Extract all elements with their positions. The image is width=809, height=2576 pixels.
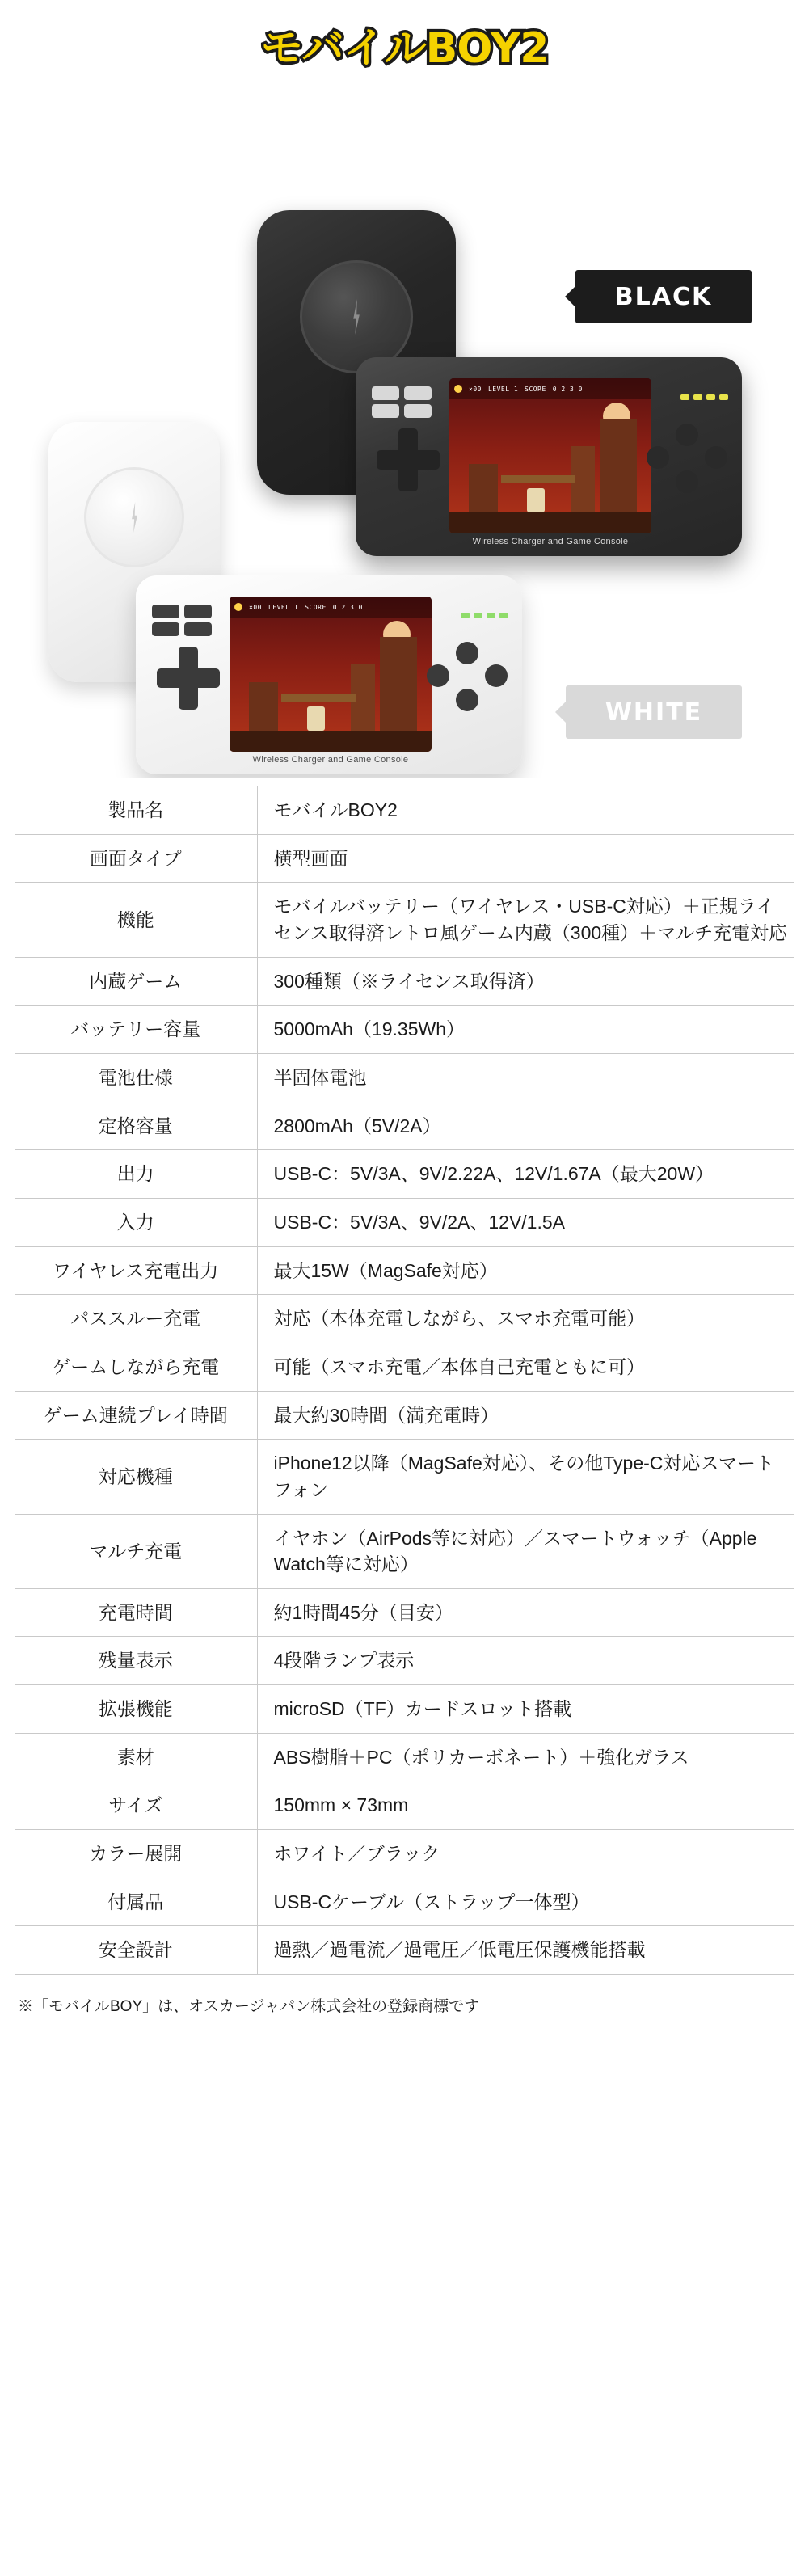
spec-value: 横型画面: [273, 847, 348, 869]
trademark-footnote: ※「モバイルBOY」は、オスカージャパン株式会社の登録商標です: [18, 1998, 480, 2016]
black-action-button-right: [705, 446, 727, 469]
black-console-caption: Wireless Charger and Game Console: [472, 537, 629, 546]
game-scene: [230, 597, 432, 752]
spec-label: 付属品: [15, 1878, 257, 1926]
table-row: [15, 1637, 794, 1685]
spec-value: イヤホン（AirPods等に対応）／スマートウォッチ（Apple Watch等に対応）: [273, 1527, 757, 1575]
scene-tower: [380, 637, 417, 734]
spec-label: 定格容量: [15, 1102, 257, 1150]
hud-score-value: 0 2 3 0: [552, 385, 583, 393]
table-row: [15, 1150, 794, 1199]
hud-level: LEVEL 1: [268, 603, 299, 611]
table-row: [15, 1781, 794, 1830]
spec-value: 4段階ランプ表示: [273, 1650, 415, 1672]
scene-ground: [230, 731, 432, 752]
spec-value: 150mm × 73mm: [273, 1794, 409, 1816]
spec-value: 300種類（※ライセンス取得済）: [273, 970, 545, 992]
spec-value: 約1時間45分（目安）: [273, 1601, 453, 1623]
black-dpad: [377, 428, 440, 491]
spec-label: 素材: [15, 1733, 257, 1781]
white-action-button-up: [456, 642, 478, 664]
table-row: [15, 957, 794, 1006]
logo-banner: [0, 0, 809, 74]
spec-value: iPhone12以降（MagSafe対応）、その他Type-C対応スマートフォン: [273, 1452, 774, 1500]
black-function-key: [404, 404, 432, 418]
white-action-button-down: [456, 689, 478, 711]
white-magsafe-coil-icon: [84, 467, 184, 567]
spec-value: 最大約30時間（満充電時）: [273, 1404, 499, 1426]
product-logo: [260, 24, 549, 73]
scene-platform: [281, 694, 356, 702]
spec-value: モバイルバッテリー（ワイヤレス・USB-C対応）＋正規ライセンス取得済レトロ風ゲーム内蔵（300種）＋マルチ充電対応: [273, 896, 788, 943]
black-function-key: [404, 386, 432, 400]
color-tag-black: BLACK: [575, 270, 752, 323]
spec-label: 対応機種: [15, 1440, 257, 1514]
white-function-key: [184, 605, 212, 618]
game-hud: [230, 597, 432, 618]
spec-label: 入力: [15, 1198, 257, 1246]
spec-label: ワイヤレス充電出力: [15, 1246, 257, 1295]
color-tag-white: WHITE: [566, 685, 742, 739]
coin-icon: [454, 385, 462, 393]
black-console-screen: [449, 378, 651, 533]
specification-table-body: [15, 786, 794, 1975]
table-row: [15, 1588, 794, 1637]
scene-tower: [600, 419, 637, 516]
scene-platform: [501, 475, 575, 483]
table-row: [15, 1006, 794, 1054]
table-row: [15, 1514, 794, 1588]
table-row: [15, 1391, 794, 1440]
spec-value: USB-Cケーブル（ストラップ一体型）: [273, 1891, 590, 1912]
spec-label: 安全設計: [15, 1926, 257, 1975]
black-action-button-left: [647, 446, 669, 469]
spec-label: 充電時間: [15, 1588, 257, 1637]
black-action-button-down: [676, 470, 698, 493]
table-row: [15, 1343, 794, 1391]
game-hud: [449, 378, 651, 399]
table-row: [15, 1440, 794, 1514]
spec-value: USB-C：5V/3A、9V/2.22A、12V/1.67A（最大20W）: [273, 1163, 714, 1185]
white-console-screen: [230, 597, 432, 752]
spec-label: 残量表示: [15, 1637, 257, 1685]
spec-value: 対応（本体充電しながら、スマホ充電可能）: [273, 1308, 646, 1330]
black-function-key: [372, 404, 399, 418]
coin-icon: [234, 603, 242, 611]
white-function-key: [152, 622, 179, 636]
hud-score-label: SCORE: [525, 385, 546, 393]
white-action-button-left: [427, 664, 449, 687]
table-row: [15, 786, 794, 835]
scene-player-sprite: [527, 488, 545, 512]
product-logo-text: モバイルBOY2: [260, 24, 549, 73]
spec-label: 出力: [15, 1150, 257, 1199]
hud-score-value: 0 2 3 0: [332, 603, 363, 611]
black-battery-level-leds: [680, 394, 728, 400]
hud-coin-count: ×00: [469, 385, 482, 393]
specification-table: [15, 786, 794, 1975]
white-console-caption: Wireless Charger and Game Console: [252, 755, 409, 765]
scene-tower: [249, 682, 278, 734]
spec-label: 内蔵ゲーム: [15, 957, 257, 1006]
spec-label: 製品名: [15, 786, 257, 835]
scene-tower: [469, 464, 498, 516]
spec-label: 画面タイプ: [15, 834, 257, 883]
table-row: [15, 1102, 794, 1150]
table-row: [15, 883, 794, 957]
spec-value: 過熱／過電流／過電圧／低電圧保護機能搭載: [273, 1939, 646, 1961]
table-row: [15, 1053, 794, 1102]
specification-section: [0, 786, 809, 1975]
spec-value: USB-C：5V/3A、9V/2A、12V/1.5A: [273, 1211, 565, 1233]
white-action-button-right: [485, 664, 508, 687]
white-function-key: [152, 605, 179, 618]
scene-player-sprite: [307, 706, 325, 731]
table-row: [15, 1246, 794, 1295]
hud-coin-count: ×00: [249, 603, 262, 611]
table-row: [15, 1830, 794, 1878]
spec-label: マルチ充電: [15, 1514, 257, 1588]
spec-value: モバイルBOY2: [273, 799, 398, 820]
table-row: [15, 1685, 794, 1734]
scene-ground: [449, 512, 651, 533]
table-row: [15, 1295, 794, 1343]
spec-label: 電池仕様: [15, 1053, 257, 1102]
white-battery-level-leds: [461, 613, 508, 618]
spec-label: ゲームしながら充電: [15, 1343, 257, 1391]
spec-value: ホワイト／ブラック: [273, 1843, 440, 1865]
spec-value: ABS樹脂＋PC（ポリカーボネート）＋強化ガラス: [273, 1746, 689, 1768]
spec-label: 拡張機能: [15, 1685, 257, 1734]
spec-label: ゲーム連続プレイ時間: [15, 1391, 257, 1440]
black-magsafe-coil-icon: [300, 260, 413, 373]
table-row: [15, 1733, 794, 1781]
spec-value: 最大15W（MagSafe対応）: [273, 1259, 498, 1281]
spec-value: microSD（TF）カードスロット搭載: [273, 1698, 572, 1720]
black-action-button-up: [676, 424, 698, 446]
spec-label: 機能: [15, 883, 257, 957]
spec-label: サイズ: [15, 1781, 257, 1830]
table-row: [15, 834, 794, 883]
spec-label: カラー展開: [15, 1830, 257, 1878]
game-scene: [449, 378, 651, 533]
table-row: [15, 1878, 794, 1926]
white-dpad: [157, 647, 220, 710]
hud-level: LEVEL 1: [487, 385, 519, 393]
table-row: [15, 1198, 794, 1246]
hud-score-label: SCORE: [305, 603, 327, 611]
product-hero-image: [0, 74, 809, 778]
spec-value: 半固体電池: [273, 1066, 367, 1088]
spec-value: 可能（スマホ充電／本体自己充電ともに可）: [273, 1355, 646, 1377]
white-function-key: [184, 622, 212, 636]
spec-label: バッテリー容量: [15, 1006, 257, 1054]
spec-label: パススルー充電: [15, 1295, 257, 1343]
table-row: [15, 1926, 794, 1975]
spec-value: 5000mAh（19.35Wh）: [273, 1018, 466, 1040]
black-function-key: [372, 386, 399, 400]
spec-value: 2800mAh（5V/2A）: [273, 1115, 441, 1136]
